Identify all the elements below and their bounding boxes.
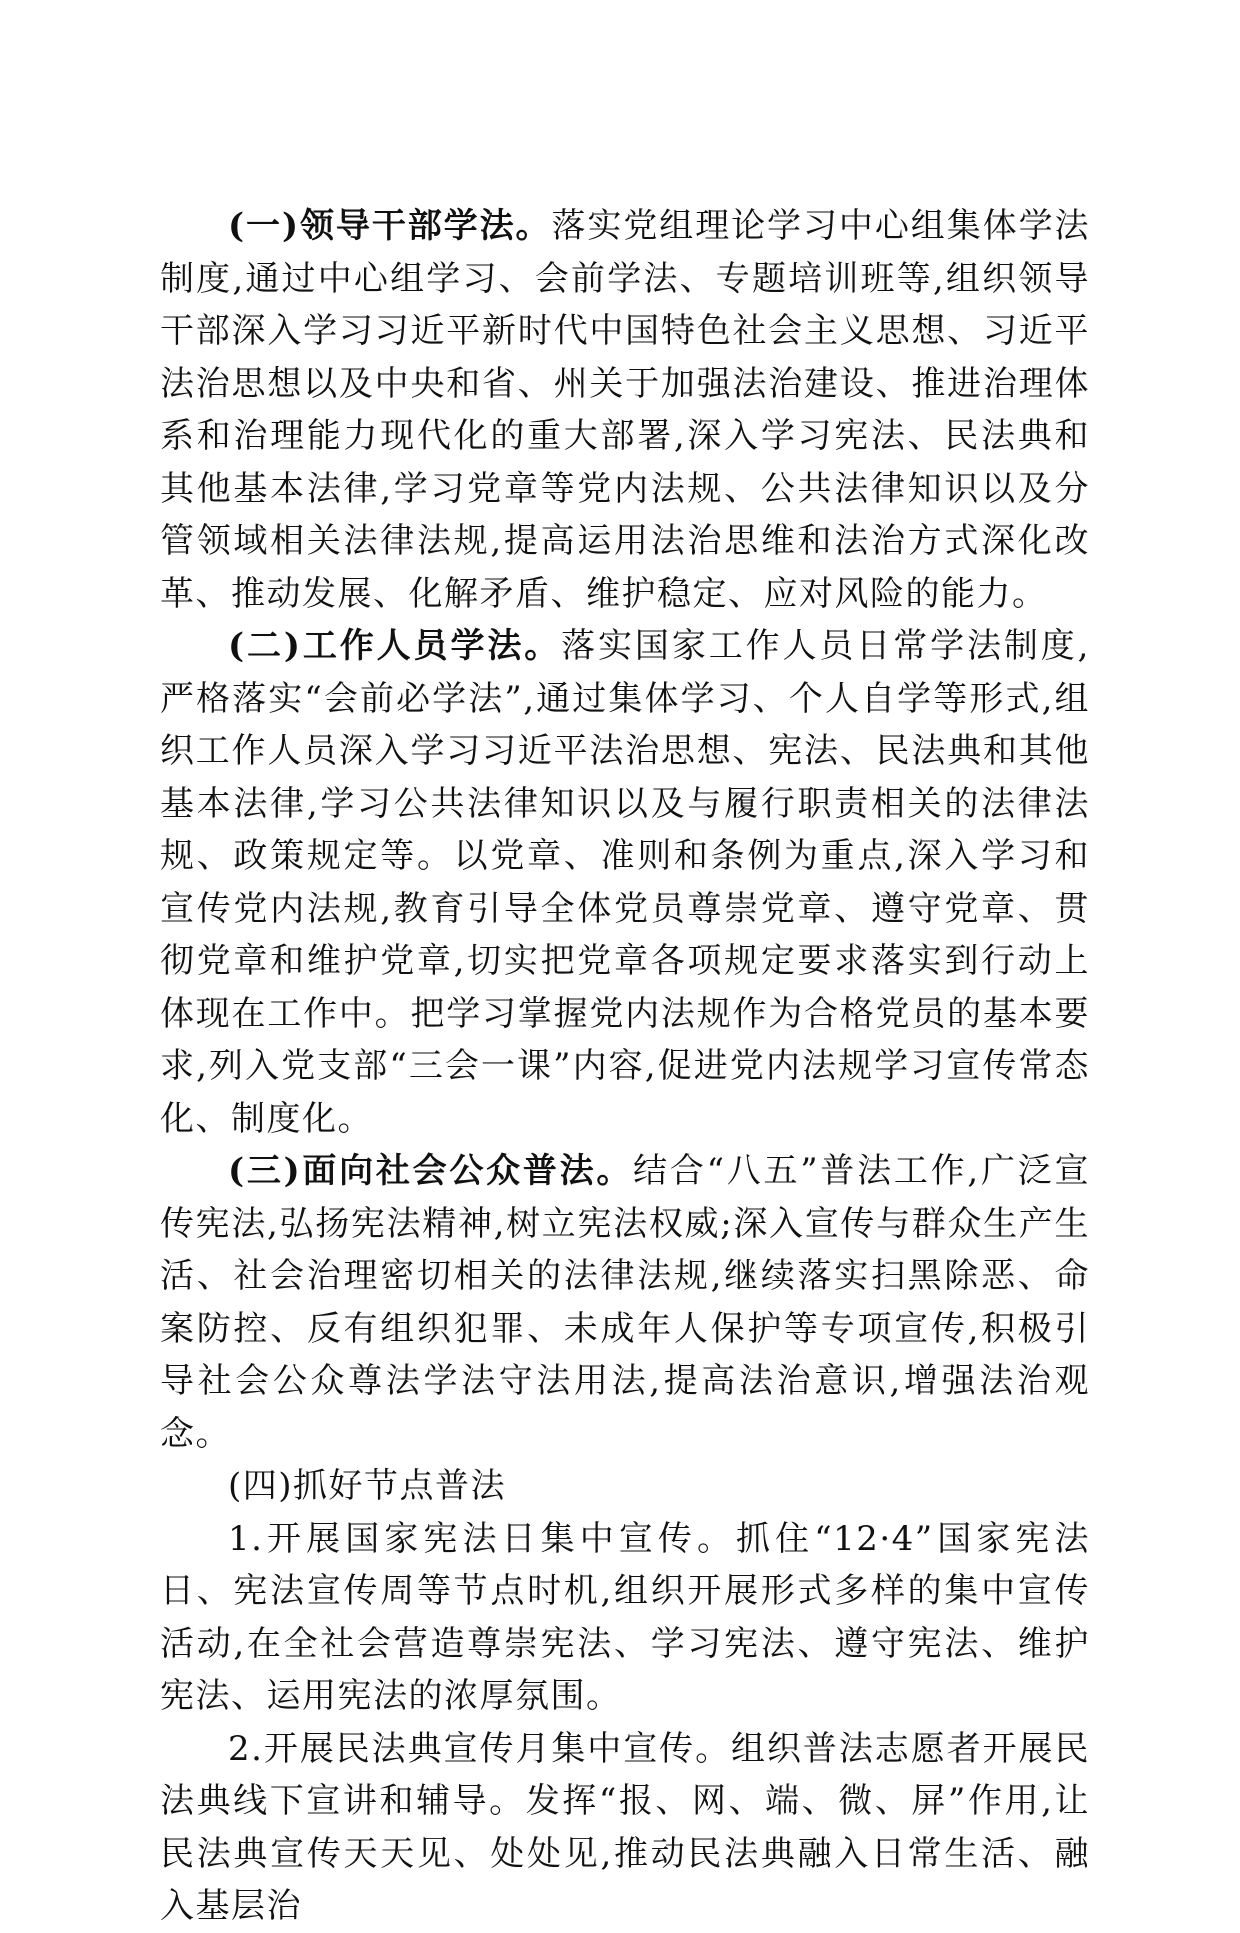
paragraph-body: 结合“八五”普法工作,广泛宣传宪法,弘扬宪法精神,树立宪法权威;深入宣传与群众生产生活、社会治理密切相关的法律法规,继续落实扫黑除恶、命案防控、反有组织犯罪、未成年人保护等专项宣传,积极引导社会公众尊法学法守法用法,提高法治意识,增强法治观念。 <box>160 1151 1090 1454</box>
paragraph-body: 落实国家工作人员日常学法制度,严格落实“会前必学法”,通过集体学习、个人自学等形式,组织工作人员深入学习习近平法治思想、宪法、民法典和其他基本法律,学习公共法律知识以及与履行职责相关的法律法规、政策规定等。以党章、准则和条例为重点,深入学习和宣传党内法规,教育引导全体党员尊崇党章、遵守党章、贯彻党章和维护党章,切实把党章各项规定要求落实到行动上体现在工作中。把学习掌握党内法规作为合格党员的基本要求,列入党支部“三会一课”内容,促进党内法规学习宣传常态化、制度化。 <box>160 626 1090 1139</box>
paragraph-public-education <box>160 1145 1090 1460</box>
paragraph-body: 落实党组理论学习中心组集体学法制度,通过中心组学习、会前学法、专题培训班等,组织领导干部深入学习习近平新时代中国特色社会主义思想、习近平法治思想以及中央和省、州关于加强法治建设、推进治理体系和治理能力现代化的重大部署,深入学习宪法、民法典和其他基本法律,学习党章等党内法规、公共法律知识以及分管领域相关法律法规,提高运用法治思维和法治方式深化改革、推动发展、化解矛盾、维护稳定、应对风险的能力。 <box>160 206 1090 614</box>
paragraph-heading: (一)领导干部学法。 <box>228 206 552 246</box>
paragraph-constitution-day <box>160 1513 1090 1723</box>
document-page <box>160 200 1090 1933</box>
paragraph-heading: (二)工作人员学法。 <box>228 626 562 666</box>
paragraph-body: 1.开展国家宪法日集中宣传。抓住“12·4”国家宪法日、宪法宣传周等节点时机,组织开展形式多样的集中宣传活动,在全社会营造尊崇宪法、学习宪法、遵守宪法、维护宪法、运用宪法的浓厚氛围。 <box>160 1518 1090 1716</box>
paragraph-leader-study <box>160 200 1090 620</box>
paragraph-heading: (三)面向社会公众普法。 <box>228 1151 634 1191</box>
paragraph-civil-code-month <box>160 1723 1090 1933</box>
paragraph-key-dates-heading <box>160 1460 1090 1513</box>
paragraph-heading: (四)抓好节点普法 <box>228 1466 507 1506</box>
paragraph-body: 2.开展民法典宣传月集中宣传。组织普法志愿者开展民法典线下宣讲和辅导。发挥“报、网、端、微、屏”作用,让民法典宣传天天见、处处见,推动民法典融入日常生活、融入基层治 <box>160 1728 1090 1926</box>
paragraph-staff-study <box>160 620 1090 1145</box>
